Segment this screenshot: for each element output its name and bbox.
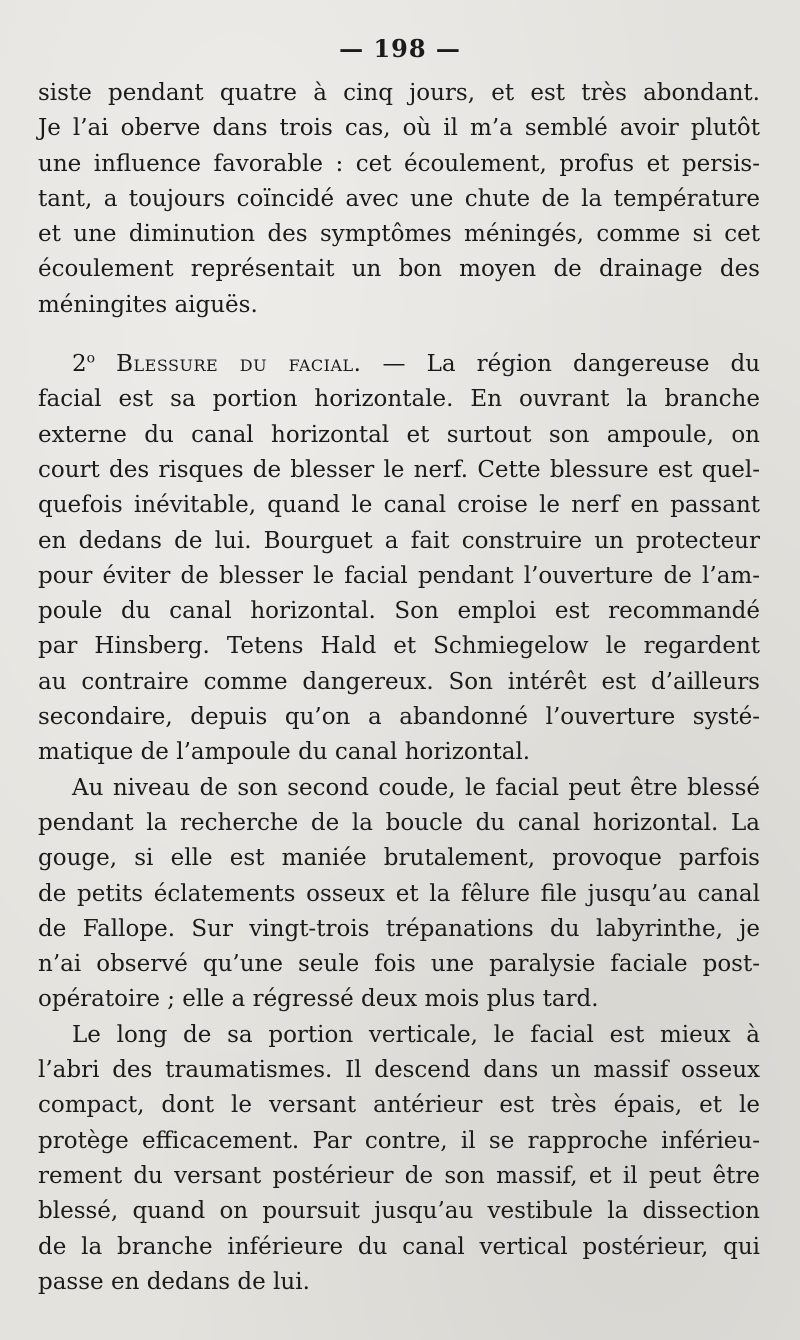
text-line: en dedans de lui. Bourguet a fait construire un protecteur: [38, 527, 760, 554]
text-line: blessé, quand on poursuit jusqu’au vestibule la dissection: [38, 1198, 760, 1225]
paragraph-gap: [38, 323, 760, 347]
section-ordinal-mark: o: [86, 350, 96, 367]
text-line: rement du versant postérieur de son massif, et il peut être: [38, 1162, 760, 1189]
page-number: — 198 —: [339, 34, 461, 63]
section-number: 2: [72, 351, 87, 378]
text-line: n’ai observé qu’une seule fois une paralysie faciale post-: [38, 951, 760, 978]
text-line: secondaire, depuis qu’on a abandonné l’ouverture systé-: [38, 704, 760, 731]
text-line: pour éviter de blesser le facial pendant l’ouverture de l’am-: [38, 562, 760, 589]
text-line: pendant la recherche de la boucle du canal horizontal. La: [38, 809, 760, 836]
text-line: passe en dedans de lui.: [38, 1268, 310, 1295]
text-line: matique de l’ampoule du canal horizontal.: [38, 739, 531, 766]
text-line: de petits éclatements osseux et la fêlure file jusqu’au canal: [38, 880, 760, 907]
text-line: tant, a toujours coïncidé avec une chute de la température: [38, 185, 760, 212]
text-line: Le long de sa portion verticale, le facial est mieux à: [72, 1021, 760, 1048]
text-line: quefois inévitable, quand le canal croise le nerf en passant: [38, 492, 760, 519]
text-line: de Fallope. Sur vingt-trois trépanations du labyrinthe, je: [38, 915, 760, 942]
text-line: Au niveau de son second coude, le facial peut être blessé: [72, 774, 760, 801]
section-title: Blessure du facial.: [116, 351, 362, 378]
text-line: méningites aiguës.: [38, 291, 258, 318]
section-dash: —: [382, 351, 406, 378]
text-line: et une diminution des symptômes méningés, comme si cet: [38, 221, 760, 248]
section-heading-line: [38, 347, 760, 382]
text-line: poule du canal horizontal. Son emploi est recommandé: [38, 598, 760, 625]
text-line: écoulement représentait un bon moyen de drainage des: [38, 256, 760, 283]
text-line: compact, dont le versant antérieur est très épais, et le: [38, 1092, 760, 1119]
text-line: de la branche inférieure du canal vertical postérieur, qui: [38, 1233, 760, 1260]
text-line: gouge, si elle est maniée brutalement, provoque parfois: [38, 845, 760, 872]
text-line: une influence favorable : cet écoulement, profus et persis-: [38, 150, 760, 177]
text-line: au contraire comme dangereux. Son intérêt est d’ailleurs: [38, 668, 760, 695]
text-line: opératoire ; elle a régressé deux mois plus tard.: [38, 986, 599, 1013]
text-line: l’abri des traumatismes. Il descend dans un massif osseux: [38, 1057, 760, 1084]
text-line: facial est sa portion horizontale. En ouvrant la branche: [38, 386, 760, 413]
text-line: siste pendant quatre à cinq jours, et est très abondant.: [38, 80, 760, 106]
body-text: [38, 76, 760, 1300]
text-line: protège efficacement. Par contre, il se rapproche inférieu-: [38, 1127, 760, 1154]
text-line: par Hinsberg. Tetens Hald et Schmiegelow le regardent: [38, 633, 760, 660]
text-line: court des risques de blesser le nerf. Cette blessure est quel-: [38, 456, 760, 483]
text-line: Je l’ai oberve dans trois cas, où il m’a semblé avoir plutôt: [38, 115, 760, 142]
text-line: externe du canal horizontal et surtout son ampoule, on: [38, 421, 760, 448]
section-lead-text: La région dangereuse du: [426, 351, 761, 378]
